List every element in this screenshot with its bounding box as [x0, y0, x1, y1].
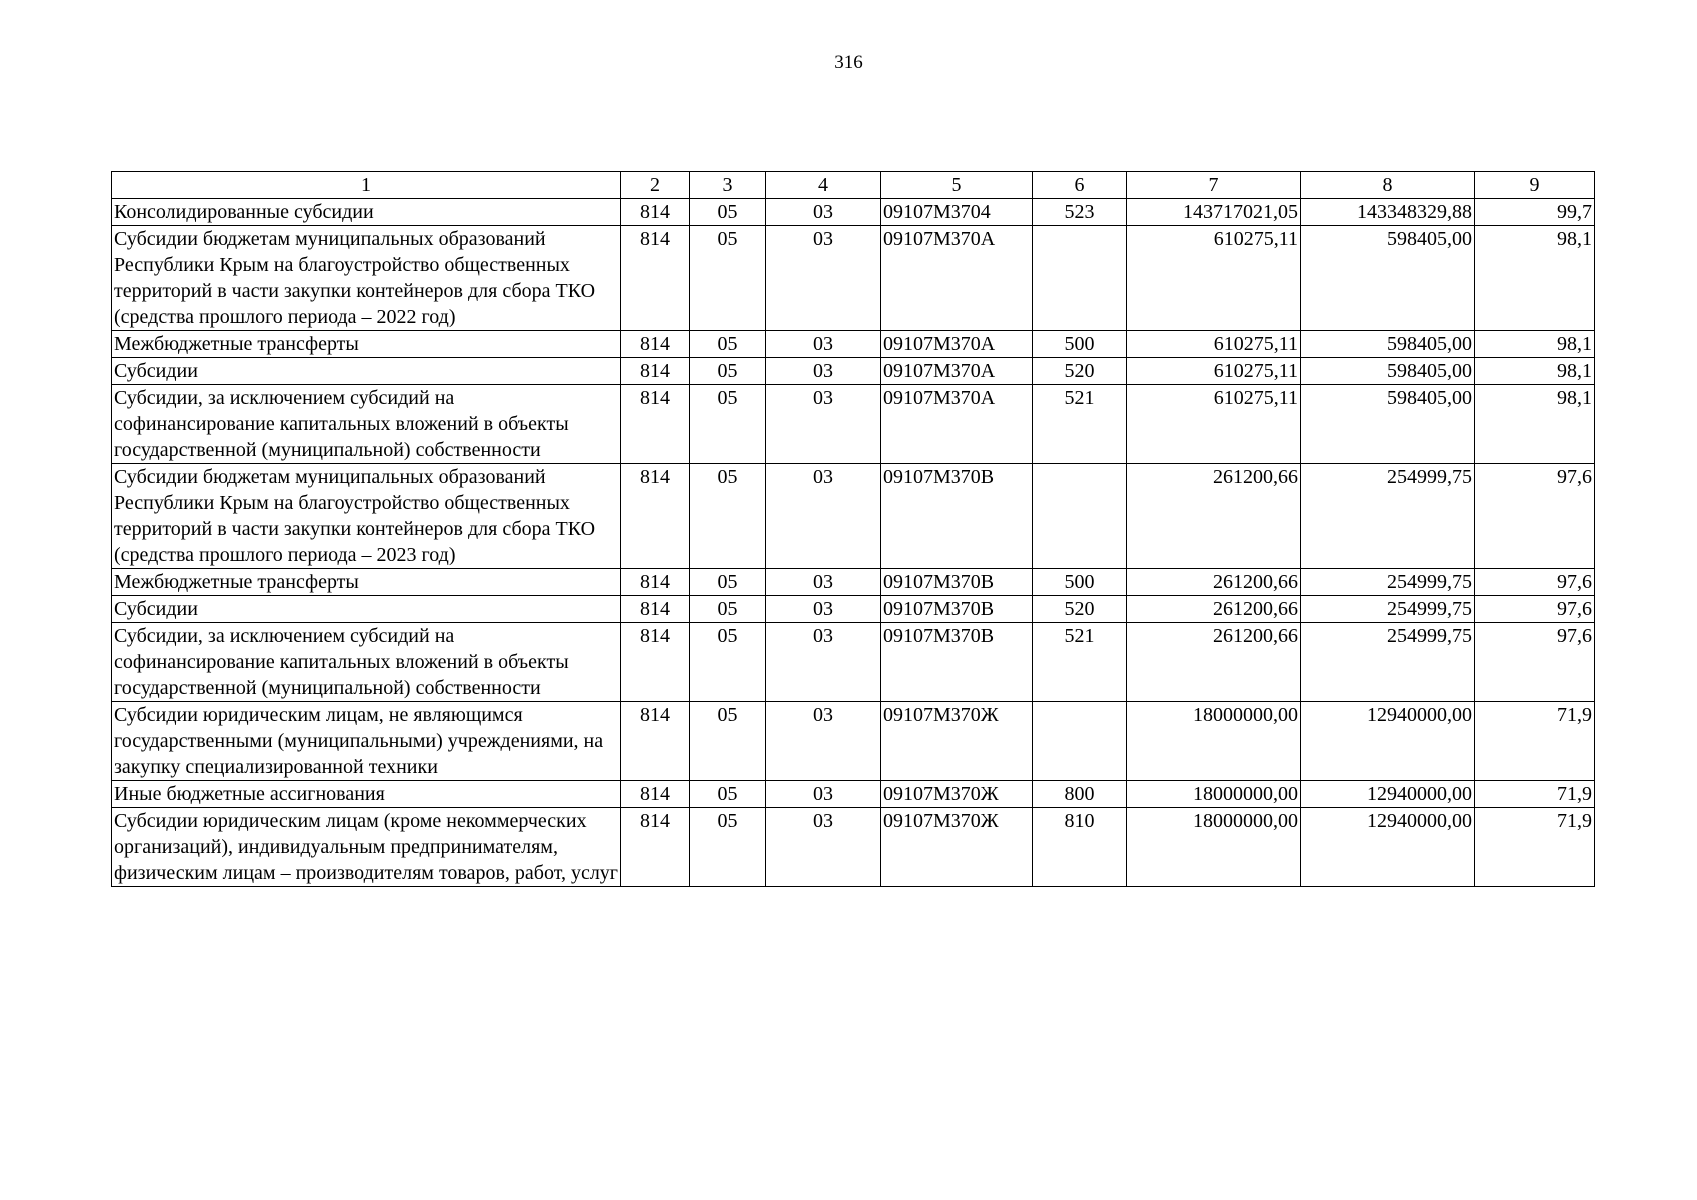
row-description: Субсидии, за исключением субсидий на софинансирование капитальных вложений в объекты государственной (муниципальной) собственности [112, 623, 621, 702]
row-description: Межбюджетные трансферты [112, 569, 621, 596]
ministry-code: 814 [621, 464, 690, 569]
ministry-code: 814 [621, 358, 690, 385]
section-code: 05 [690, 702, 766, 781]
budget-table [111, 171, 1595, 887]
subsection-code: 03 [766, 808, 881, 887]
target-article-code: 09107М370В [881, 569, 1033, 596]
planned-amount: 261200,66 [1127, 464, 1301, 569]
execution-percent: 97,6 [1475, 596, 1595, 623]
section-code: 05 [690, 226, 766, 331]
execution-percent: 71,9 [1475, 808, 1595, 887]
subsection-code: 03 [766, 702, 881, 781]
table-row [112, 596, 1595, 623]
subsection-code: 03 [766, 199, 881, 226]
target-article-code: 09107М370А [881, 358, 1033, 385]
section-code: 05 [690, 808, 766, 887]
execution-percent: 97,6 [1475, 569, 1595, 596]
section-code: 05 [690, 623, 766, 702]
target-article-code: 09107М370В [881, 623, 1033, 702]
planned-amount: 610275,11 [1127, 331, 1301, 358]
ministry-code: 814 [621, 226, 690, 331]
planned-amount: 610275,11 [1127, 385, 1301, 464]
table-row [112, 464, 1595, 569]
subsection-code: 03 [766, 358, 881, 385]
ministry-code: 814 [621, 569, 690, 596]
ministry-code: 814 [621, 702, 690, 781]
ministry-code: 814 [621, 199, 690, 226]
ministry-code: 814 [621, 623, 690, 702]
expense-type-code [1033, 702, 1127, 781]
executed-amount: 598405,00 [1301, 331, 1475, 358]
expense-type-code: 520 [1033, 358, 1127, 385]
row-description: Межбюджетные трансферты [112, 331, 621, 358]
expense-type-code: 521 [1033, 385, 1127, 464]
row-description: Субсидии бюджетам муниципальных образований Республики Крым на благоустройство общественных территорий в части закупки контейнеров для сбора ТКО (средства прошлого периода – 2023 год) [112, 464, 621, 569]
executed-amount: 254999,75 [1301, 596, 1475, 623]
subsection-code: 03 [766, 569, 881, 596]
section-code: 05 [690, 596, 766, 623]
row-description: Субсидии юридическим лицам (кроме некоммерческих организаций), индивидуальным предпринимателям, физическим лицам – производителям товаров, работ, услуг [112, 808, 621, 887]
section-code: 05 [690, 358, 766, 385]
execution-percent: 98,1 [1475, 331, 1595, 358]
target-article-code: 09107М370А [881, 226, 1033, 331]
section-code: 05 [690, 385, 766, 464]
execution-percent: 99,7 [1475, 199, 1595, 226]
subsection-code: 03 [766, 385, 881, 464]
section-code: 05 [690, 464, 766, 569]
table-row [112, 569, 1595, 596]
executed-amount: 254999,75 [1301, 623, 1475, 702]
table-row [112, 385, 1595, 464]
executed-amount: 12940000,00 [1301, 781, 1475, 808]
planned-amount: 18000000,00 [1127, 781, 1301, 808]
execution-percent: 98,1 [1475, 385, 1595, 464]
executed-amount: 254999,75 [1301, 464, 1475, 569]
executed-amount: 12940000,00 [1301, 808, 1475, 887]
expense-type-code: 500 [1033, 569, 1127, 596]
table-row [112, 331, 1595, 358]
expense-type-code: 800 [1033, 781, 1127, 808]
header-cell: 6 [1033, 172, 1127, 199]
subsection-code: 03 [766, 226, 881, 331]
target-article-code: 09107М370Ж [881, 808, 1033, 887]
row-description: Субсидии юридическим лицам, не являющимся государственными (муниципальными) учреждениями, на закупку специализированной техники [112, 702, 621, 781]
header-cell: 8 [1301, 172, 1475, 199]
planned-amount: 261200,66 [1127, 569, 1301, 596]
planned-amount: 610275,11 [1127, 358, 1301, 385]
expense-type-code [1033, 464, 1127, 569]
header-cell: 2 [621, 172, 690, 199]
subsection-code: 03 [766, 331, 881, 358]
expense-type-code [1033, 226, 1127, 331]
execution-percent: 98,1 [1475, 226, 1595, 331]
executed-amount: 254999,75 [1301, 569, 1475, 596]
header-row [112, 172, 1595, 199]
target-article-code: 09107М370А [881, 385, 1033, 464]
row-description: Субсидии [112, 358, 621, 385]
execution-percent: 71,9 [1475, 702, 1595, 781]
execution-percent: 97,6 [1475, 464, 1595, 569]
planned-amount: 610275,11 [1127, 226, 1301, 331]
table-row [112, 199, 1595, 226]
target-article-code: 09107М3704 [881, 199, 1033, 226]
planned-amount: 261200,66 [1127, 623, 1301, 702]
execution-percent: 71,9 [1475, 781, 1595, 808]
page-number: 316 [834, 52, 863, 73]
header-cell: 3 [690, 172, 766, 199]
target-article-code: 09107М370В [881, 464, 1033, 569]
planned-amount: 18000000,00 [1127, 808, 1301, 887]
header-cell: 1 [112, 172, 621, 199]
planned-amount: 18000000,00 [1127, 702, 1301, 781]
planned-amount: 143717021,05 [1127, 199, 1301, 226]
execution-percent: 97,6 [1475, 623, 1595, 702]
row-description: Субсидии [112, 596, 621, 623]
executed-amount: 598405,00 [1301, 358, 1475, 385]
header-cell: 7 [1127, 172, 1301, 199]
header-cell: 9 [1475, 172, 1595, 199]
table-row [112, 781, 1595, 808]
expense-type-code: 500 [1033, 331, 1127, 358]
executed-amount: 12940000,00 [1301, 702, 1475, 781]
expense-type-code: 520 [1033, 596, 1127, 623]
executed-amount: 598405,00 [1301, 385, 1475, 464]
table-row [112, 358, 1595, 385]
expense-type-code: 521 [1033, 623, 1127, 702]
execution-percent: 98,1 [1475, 358, 1595, 385]
table-row [112, 226, 1595, 331]
expense-type-code: 523 [1033, 199, 1127, 226]
section-code: 05 [690, 569, 766, 596]
row-description: Консолидированные субсидии [112, 199, 621, 226]
target-article-code: 09107М370Ж [881, 781, 1033, 808]
target-article-code: 09107М370Ж [881, 702, 1033, 781]
executed-amount: 598405,00 [1301, 226, 1475, 331]
table-row [112, 702, 1595, 781]
row-description: Субсидии бюджетам муниципальных образований Республики Крым на благоустройство общественных территорий в части закупки контейнеров для сбора ТКО (средства прошлого периода – 2022 год) [112, 226, 621, 331]
header-cell: 4 [766, 172, 881, 199]
section-code: 05 [690, 781, 766, 808]
planned-amount: 261200,66 [1127, 596, 1301, 623]
row-description: Субсидии, за исключением субсидий на софинансирование капитальных вложений в объекты государственной (муниципальной) собственности [112, 385, 621, 464]
section-code: 05 [690, 199, 766, 226]
subsection-code: 03 [766, 464, 881, 569]
header-cell: 5 [881, 172, 1033, 199]
ministry-code: 814 [621, 808, 690, 887]
subsection-code: 03 [766, 781, 881, 808]
target-article-code: 09107М370А [881, 331, 1033, 358]
table-row [112, 623, 1595, 702]
row-description: Иные бюджетные ассигнования [112, 781, 621, 808]
section-code: 05 [690, 331, 766, 358]
subsection-code: 03 [766, 596, 881, 623]
ministry-code: 814 [621, 781, 690, 808]
subsection-code: 03 [766, 623, 881, 702]
target-article-code: 09107М370В [881, 596, 1033, 623]
ministry-code: 814 [621, 331, 690, 358]
ministry-code: 814 [621, 385, 690, 464]
ministry-code: 814 [621, 596, 690, 623]
table-row [112, 808, 1595, 887]
executed-amount: 143348329,88 [1301, 199, 1475, 226]
expense-type-code: 810 [1033, 808, 1127, 887]
